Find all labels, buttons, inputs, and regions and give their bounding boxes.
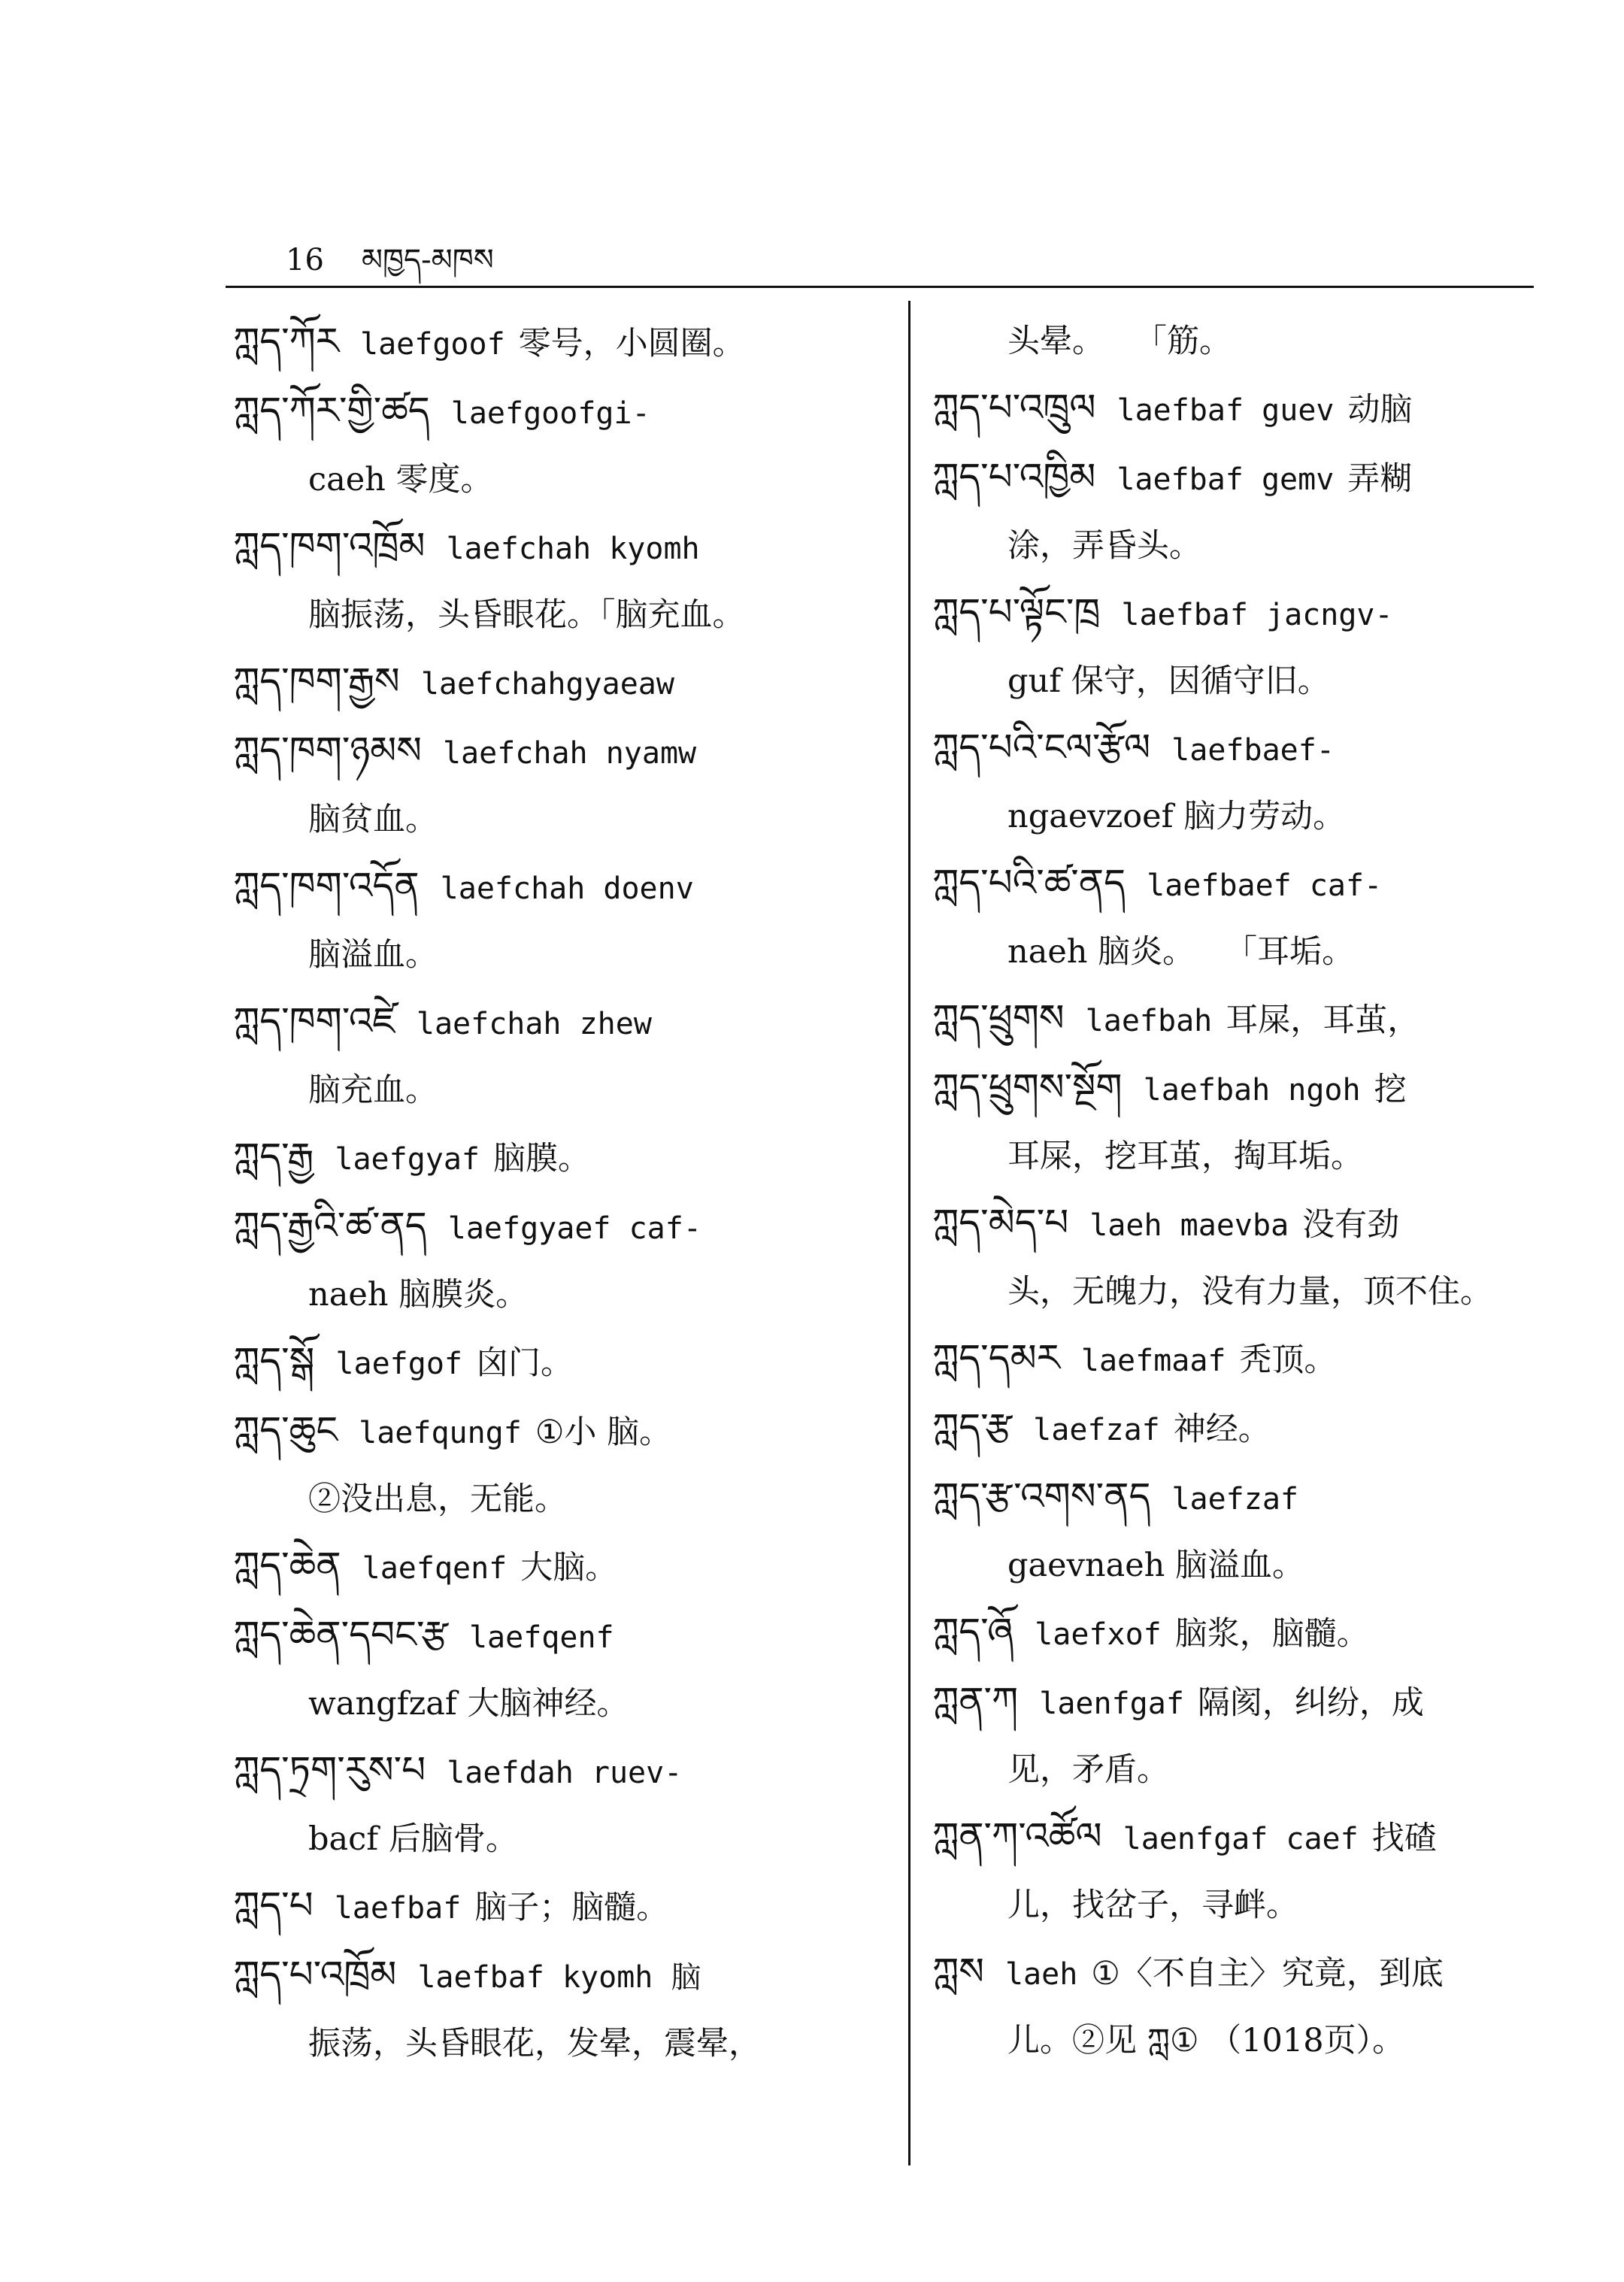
gloss-text: 神经。: [1173, 1411, 1271, 1448]
page-number: 16: [286, 243, 324, 277]
dictionary-entry: [233, 1397, 880, 1532]
entry-headline: [932, 1325, 1549, 1394]
dictionary-entry: [233, 1602, 880, 1737]
romanization: laefchahgyaeaw: [420, 667, 674, 702]
entry-continuation: [932, 1532, 1549, 1599]
column-divider: [908, 301, 910, 2165]
entry-headline: [932, 1054, 1549, 1123]
entry-continuation: [932, 2008, 1549, 2074]
romanization: laefmaaf: [1080, 1344, 1226, 1378]
entry-continuation: [233, 1262, 880, 1328]
tibetan-headword: ཀླད་ཁག་འཁྲོམ: [233, 524, 426, 568]
continuation-text: wangfzaf 大脑神经。: [308, 1685, 629, 1723]
entry-continuation: [233, 1466, 880, 1532]
entry-headline: [932, 1394, 1549, 1463]
romanization: laefxof: [1035, 1617, 1162, 1652]
romanization: laefqenf: [362, 1551, 508, 1586]
tibetan-headword: ཀླད་ཁག་རྒྱས: [233, 659, 400, 703]
tibetan-headword: ཀླད་པ: [233, 1883, 314, 1927]
tibetan-headword: ཀླད་ཕྲུགས: [932, 996, 1065, 1040]
gloss-text: 脑膜。: [493, 1140, 591, 1177]
entry-continuation: [932, 513, 1549, 579]
entry-headline: [233, 648, 880, 717]
romanization: laenfgaf caef: [1123, 1822, 1359, 1856]
entry-headline: [233, 1328, 880, 1397]
gloss-text: 脑子；脑髓。: [474, 1889, 669, 1926]
tibetan-headword: ཀླད་ཕྲུགས་སྔོག: [932, 1065, 1123, 1109]
tibetan-headword: ཀླད་པ་འཁྱིམ: [932, 455, 1096, 499]
entry-continuation: [932, 1872, 1549, 1938]
romanization: laefchah kyomh: [446, 532, 700, 566]
gloss-text: 隔阂，纠纷，成: [1197, 1684, 1424, 1722]
dictionary-entry: [932, 1325, 1549, 1394]
gloss-text: 耳屎，耳茧，: [1226, 1002, 1420, 1039]
gloss-text: 挖: [1374, 1071, 1407, 1108]
entry-headline: [233, 1602, 880, 1671]
dictionary-entry: [932, 1668, 1549, 1803]
gloss-text: 秃顶。: [1239, 1341, 1337, 1379]
entry-continuation: [233, 786, 880, 853]
dictionary-entry: [932, 308, 1549, 374]
entry-headline: [233, 1397, 880, 1466]
entry-headline: [233, 717, 880, 786]
entry-continuation: [233, 2011, 880, 2077]
dictionary-entry: [233, 988, 880, 1123]
entry-continuation: [932, 783, 1549, 850]
entry-headline: [932, 985, 1549, 1054]
romanization: laefbah ngoh: [1143, 1073, 1361, 1108]
continuation-text: caeh 零度。: [308, 461, 493, 499]
entry-headline: [233, 1532, 880, 1602]
tibetan-headword: ཀླས: [932, 1950, 984, 1993]
continuation-text: 脑振荡，头昏眼花。「脑充血。: [308, 596, 745, 634]
entry-headline: [233, 988, 880, 1057]
gloss-text: 动脑: [1347, 391, 1413, 429]
entry-headline: [932, 1463, 1549, 1532]
entry-continuation: [932, 308, 1549, 374]
romanization: laefqungf: [359, 1416, 522, 1450]
continuation-text: 耳屎，挖耳茧，掏耳垢。: [1007, 1138, 1363, 1175]
romanization: laefbaf guev: [1116, 393, 1335, 428]
entry-continuation: [932, 1259, 1549, 1325]
continuation-text: 头，无魄力，没有力量，顶不住。: [1007, 1273, 1492, 1311]
dictionary-entry: [932, 374, 1549, 444]
running-headword: མཁྱད-མཁས: [361, 243, 494, 277]
continuation-text: 涂，弄昏头。: [1007, 527, 1201, 565]
tibetan-headword: ཀླད་པ་ལྟོང་ཁྲ: [932, 590, 1101, 634]
entry-headline: [932, 579, 1549, 648]
entry-continuation: [233, 582, 880, 648]
dictionary-entry: [233, 377, 880, 513]
continuation-text: 脑贫血。: [308, 801, 438, 838]
entry-headline: [233, 1872, 880, 1941]
entry-headline: [233, 513, 880, 582]
romanization: laefgyaef caf-: [447, 1211, 701, 1246]
entry-continuation: [932, 1123, 1549, 1189]
gloss-text: ①小 脑。: [535, 1414, 672, 1451]
continuation-text: 儿，找岔子，寻衅。: [1007, 1887, 1298, 1924]
header-rule: [226, 286, 1534, 288]
romanization: laefgof: [335, 1347, 462, 1381]
dictionary-entry: [233, 1737, 880, 1872]
gloss-text: 找碴: [1371, 1820, 1437, 1857]
tibetan-headword: ཀླད་ཀོར: [233, 320, 339, 363]
dictionary-entry: [233, 853, 880, 988]
tibetan-headword: ཀླད་ཆེན་དབང་རྩ: [233, 1613, 448, 1656]
romanization: laefbaef-: [1171, 733, 1335, 768]
gloss-text: 弄糊: [1347, 460, 1413, 498]
entry-headline: [233, 1737, 880, 1806]
dictionary-entry: [932, 579, 1549, 714]
dictionary-entry: [233, 308, 880, 377]
tibetan-headword: ཀླད་པ་འཁྲོམ: [233, 1953, 397, 1996]
entry-headline: [233, 1123, 880, 1193]
continuation-text: naeh 脑膜炎。: [308, 1276, 529, 1314]
tibetan-headword: ཀླད་མེད་པ: [932, 1201, 1069, 1244]
tibetan-headword: ཀླད་ཁག་ཉམས: [233, 729, 422, 772]
continuation-text: 头晕。: [1007, 323, 1104, 360]
dictionary-entry: [932, 1189, 1549, 1325]
tibetan-headword: ཀླད་རྒྱའི་ཚ་ནད: [233, 1204, 427, 1247]
entry-continuation: [233, 922, 880, 988]
romanization: laefchah nyamw: [442, 736, 697, 771]
dictionary-entry: [932, 444, 1549, 579]
dictionary-entry: [932, 1599, 1549, 1668]
romanization: laefgoof: [360, 327, 505, 362]
continuation-text: ngaevzoef 脑力劳动。: [1007, 798, 1346, 835]
right-column: [932, 308, 1549, 2074]
carryover-text: 「筋。: [1135, 323, 1232, 360]
romanization: laefchah doenv: [440, 871, 694, 906]
tibetan-headword: ཀླད་ཆེན: [233, 1544, 341, 1587]
dictionary-entry: [233, 1123, 880, 1193]
entry-continuation: [233, 1057, 880, 1123]
romanization: laefdah ruev-: [447, 1756, 683, 1790]
dictionary-entry: [233, 513, 880, 648]
tibetan-headword: ཀླན་ཀ: [932, 1679, 1019, 1723]
entry-headline: [233, 308, 880, 377]
continuation-text: 脑充血。: [308, 1071, 438, 1109]
tibetan-headword: ཀླད་རྩ་འགས་ནད: [932, 1474, 1151, 1518]
romanization: laeh maevba: [1089, 1208, 1289, 1243]
romanization: laefbah: [1085, 1004, 1213, 1038]
entry-headline: [932, 444, 1549, 513]
tibetan-headword: ཀླད་ཁག་འཛེ: [233, 999, 395, 1043]
tibetan-headword: ཀླད་ཞོ: [932, 1610, 1014, 1653]
entry-headline: [932, 1599, 1549, 1668]
continuation-text: 脑溢血。: [308, 936, 438, 974]
dictionary-entry: [932, 1938, 1549, 2074]
left-column: [233, 308, 880, 2077]
continuation-text: naeh 脑炎。: [1007, 933, 1195, 971]
entry-continuation: [233, 1671, 880, 1737]
entry-headline: [932, 374, 1549, 444]
entry-continuation: [932, 648, 1549, 714]
romanization: laefbaf kyomh 脑: [417, 1960, 701, 1995]
continuation-text: 振荡，头昏眼花，发晕，震晕，: [308, 2025, 761, 2062]
romanization: laefbaf: [334, 1891, 462, 1926]
dictionary-entry: [932, 850, 1549, 985]
entry-continuation: [233, 1806, 880, 1872]
entry-continuation: [932, 1737, 1549, 1803]
romanization: laefzaf: [1171, 1482, 1298, 1517]
romanization: laefqenf: [468, 1620, 614, 1655]
dictionary-entry: [233, 1328, 880, 1397]
tibetan-headword: ཀླད་སྒོ: [233, 1339, 315, 1383]
dictionary-entry: [233, 1532, 880, 1602]
tibetan-headword: ཀླད་པའི་ཚ་ནད: [932, 861, 1126, 905]
dictionary-entry: [233, 1193, 880, 1328]
entry-headline: [932, 1189, 1549, 1259]
continuation-text: 儿。②见 ཀླ① （1018页）。: [1007, 2022, 1405, 2059]
dictionary-entry: [233, 1872, 880, 1941]
entry-headline: [932, 714, 1549, 783]
tibetan-headword: ཀླན་ཀ་འཚོལ: [932, 1814, 1102, 1858]
entry-headline: [932, 1668, 1549, 1737]
romanization: laefbaef caf-: [1147, 868, 1383, 903]
tibetan-headword: ཀླད་དམར: [932, 1336, 1060, 1380]
entry-headline: [233, 377, 880, 447]
gloss-text: 脑浆，脑髓。: [1174, 1615, 1369, 1653]
dictionary-entry: [932, 714, 1549, 850]
dictionary-entry: [932, 1054, 1549, 1189]
tibetan-headword: ཀླད་ཆུང: [233, 1408, 338, 1452]
tibetan-headword: ཀླད་རྒྱ: [233, 1135, 314, 1178]
romanization: laefgyaf: [335, 1142, 480, 1177]
entry-continuation: [233, 447, 880, 513]
entry-headline: [932, 1938, 1549, 2008]
continuation-text: bacf 后脑骨。: [308, 1820, 518, 1858]
entry-headline: [233, 1941, 880, 2011]
tibetan-headword: ཀླད་ཀོར་གྱི་ཚད: [233, 389, 430, 432]
romanization: laeh: [1004, 1957, 1078, 1992]
dictionary-entry: [233, 717, 880, 853]
dictionary-entry: [233, 648, 880, 717]
dictionary-entry: [932, 1394, 1549, 1463]
continuation-text: ②没出息，无能。: [308, 1480, 567, 1518]
dictionary-entry: [932, 1803, 1549, 1938]
romanization: laefzaf: [1033, 1413, 1160, 1447]
gloss-text: 零号，小圆圈。: [518, 325, 745, 362]
tibetan-headword: ཀླད་པའི་ངལ་རྩོལ: [932, 726, 1151, 769]
tibetan-headword: ཀླད་ཁག་འདོན: [233, 864, 420, 908]
entry-continuation: [932, 919, 1549, 985]
tibetan-headword: ཀླད་པ་འཁྲུལ: [932, 386, 1096, 429]
romanization: laefbaf jacngv-: [1121, 598, 1393, 632]
page-header: [286, 226, 494, 311]
romanization: laefbaf gemv: [1116, 462, 1335, 497]
romanization: laefgoofgi-: [450, 396, 650, 431]
gloss-text: ①〈不自主〉究竟，到底: [1091, 1955, 1444, 1993]
entry-headline: [932, 850, 1549, 919]
continuation-text: guf 保守，因循守旧。: [1007, 662, 1330, 700]
continuation-text: 见，矛盾。: [1007, 1751, 1169, 1789]
entry-headline: [932, 1803, 1549, 1872]
tibetan-headword: ཀླད་རྩ: [932, 1405, 1013, 1449]
entry-headline: [233, 853, 880, 922]
romanization: laefchah zhew: [416, 1007, 652, 1041]
carryover-text: 「耳垢。: [1225, 933, 1355, 971]
tibetan-headword: ཀླད་ཏྲག་རུས་པ: [233, 1748, 426, 1792]
gloss-text: 没有劲: [1302, 1206, 1400, 1244]
dictionary-entry: [233, 1941, 880, 2077]
entry-headline: [233, 1193, 880, 1262]
romanization: laenfgaf: [1039, 1686, 1184, 1721]
dictionary-entry: [932, 1463, 1549, 1599]
gloss-text: 大脑。: [520, 1549, 618, 1586]
gloss-text: 囟门。: [475, 1344, 573, 1382]
dictionary-entry: [932, 985, 1549, 1054]
continuation-text: gaevnaeh 脑溢血。: [1007, 1547, 1305, 1584]
